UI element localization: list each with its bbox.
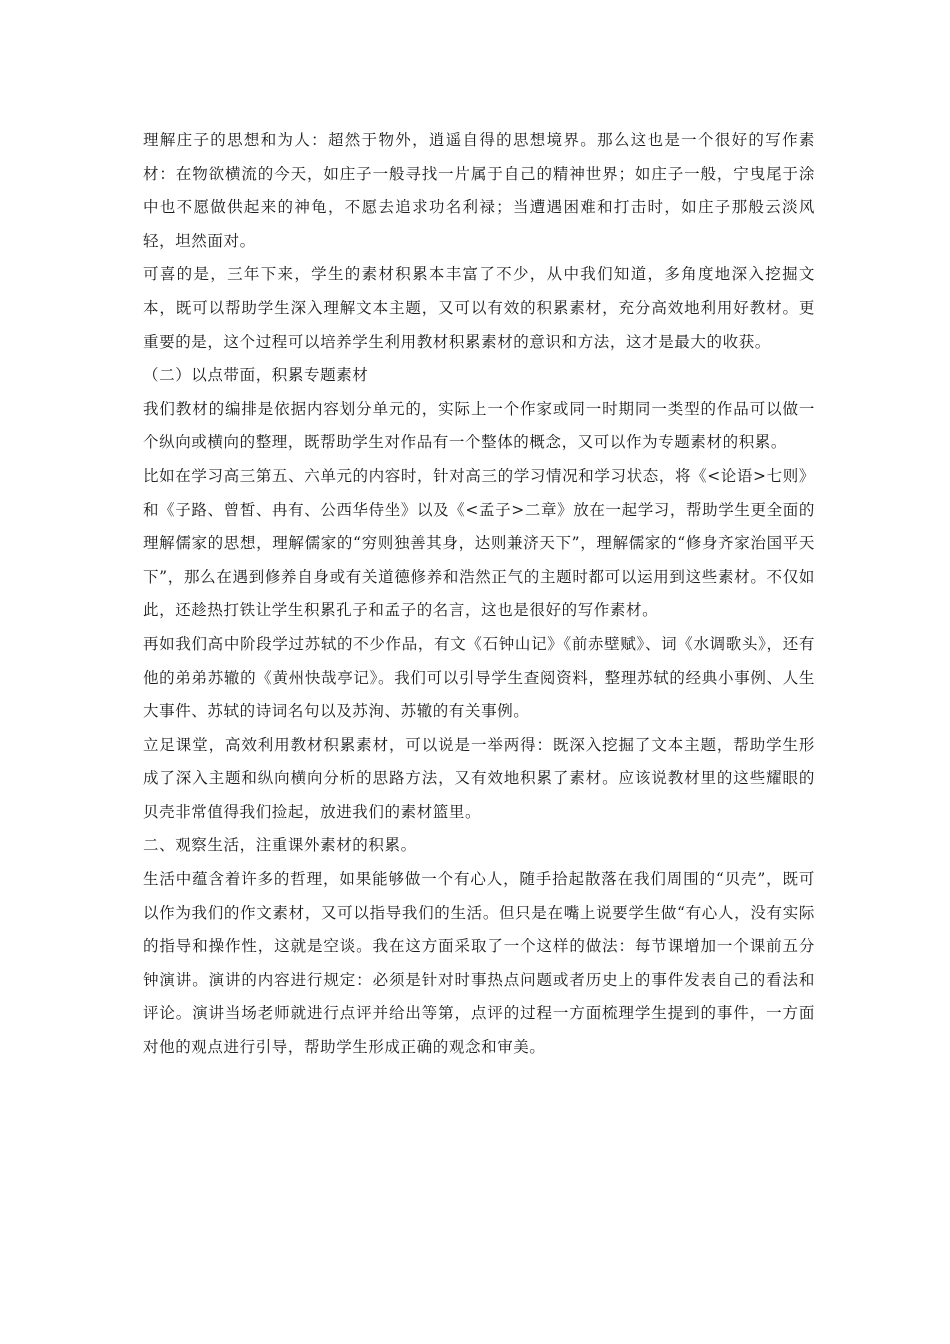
paragraph-textbook-arrangement: 我们教材的编排是依据内容划分单元的，实际上一个作家或同一时期同一类型的作品可以做一个纵向或横向的整理，既帮助学生对作品有一个整体的概念，又可以作为专题素材的积累。	[143, 399, 815, 452]
paragraph-confucian-example: 比如在学习高三第五、六单元的内容时，针对高三的学习情况和学习状态，将《<论语>七则》和《子路、曾皙、冉有、公西华侍坐》以及《<孟子>二章》放在一起学习，帮助学生更全面的理解儒家的思想，理解儒家的“穷则独善其身，达则兼济天下”，理解儒家的“修身齐家治国平天下”，那么在遇到修养自身或有关道德修养和浩然正气的主题时都可以运用到这些素材。不仅如此，还趁热打铁让学生积累孔子和孟子的名言，这也是很好的写作素材。	[143, 466, 815, 620]
paragraph-life-materials: 生活中蕴含着许多的哲理，如果能够做一个有心人，随手拾起散落在我们周围的“贝壳”，既可以作为我们的作文素材，又可以指导我们的生活。但只是在嘴上说要学生做“有心人，没有实际的指导和操作性，这就是空谈。我在这方面采取了一个这样的做法：每节课增加一个课前五分钟演讲。演讲的内容进行规定：必须是针对时事热点问题或者历史上的事件发表自己的看法和评论。演讲当场老师就进行点评并给出等第，点评的过程一方面梳理学生提到的事件，一方面对他的观点进行引导，帮助学生形成正确的观念和审美。	[143, 870, 815, 1057]
paragraph-harvest: 可喜的是，三年下来，学生的素材积累本丰富了不少，从中我们知道，多角度地深入挖掘文本，既可以帮助学生深入理解文本主题，又可以有效的积累素材，充分高效地利用好教材。更重要的是，这个过程可以培养学生利用教材积累素材的意识和方法，这才是最大的收获。	[143, 265, 815, 351]
section-heading-observe-life: 二、观察生活，注重课外素材的积累。	[143, 836, 417, 855]
paragraph-classroom-summary: 立足课堂，高效利用教材积累素材，可以说是一举两得：既深入挖掘了文本主题，帮助学生形成了深入主题和纵向横向分析的思路方法，又有效地积累了素材。应该说教材里的这些耀眼的贝壳非常值得我们捡起，放进我们的素材篮里。	[143, 735, 815, 821]
section-heading-topic-materials: （二）以点带面，积累专题素材	[143, 366, 369, 385]
paragraph-sushi-example: 再如我们高中阶段学过苏轼的不少作品，有文《石钟山记》《前赤壁赋》、词《水调歌头》，还有他的弟弟苏辙的《黄州快哉亭记》。我们可以引导学生查阅资料，整理苏轼的经典小事例、人生大事件、苏轼的诗词名句以及苏洵、苏辙的有关事例。	[143, 634, 815, 721]
document-body	[143, 124, 815, 1065]
paragraph-zhuangzi: 理解庄子的思想和为人：超然于物外，逍遥自得的思想境界。那么这也是一个很好的写作素材：在物欲横流的今天，如庄子一般寻找一片属于自己的精神世界；如庄子一般，宁曳尾于涂中也不愿做供起来的神龟，不愿去追求功名利禄；当遭遇困难和打击时，如庄子那般云淡风轻，坦然面对。	[143, 131, 815, 250]
